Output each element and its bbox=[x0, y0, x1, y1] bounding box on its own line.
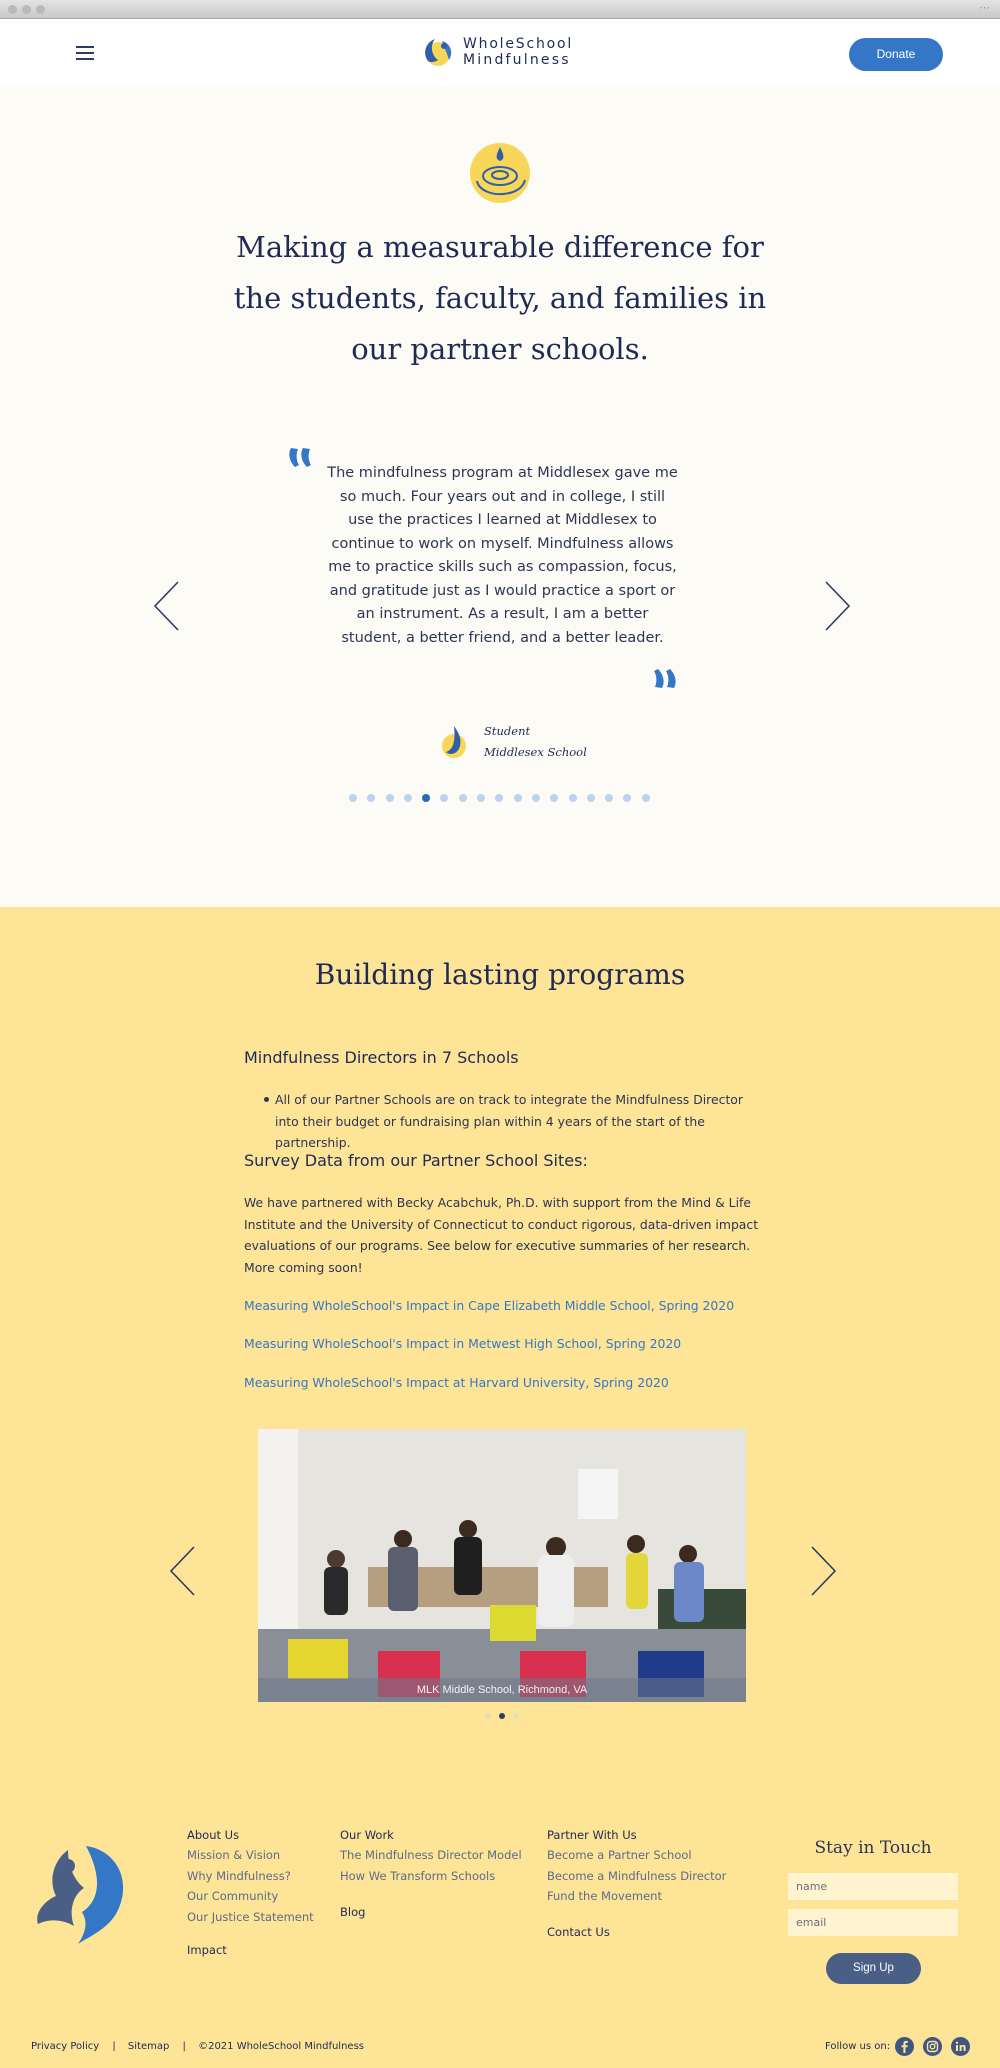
photo-dot[interactable] bbox=[485, 1713, 491, 1719]
footer-director-model-link[interactable]: The Mindfulness Director Model bbox=[340, 1848, 522, 1862]
testimonial-dot[interactable] bbox=[367, 794, 375, 802]
chevron-right-icon bbox=[808, 1545, 838, 1597]
testimonial-quote: The mindfulness program at Middlesex gave me so much. Four years out and in college, I still use the practices I learned at Middlesex to continue to work on myself. Mindfulness allows me to practice skills such as compassion, focus, and gratitude just as I would practice a sport or an instrument. As a result, I am a better student, a better friend, and a better leader. bbox=[327, 465, 678, 646]
menu-icon[interactable] bbox=[76, 46, 94, 60]
testimonial-dot[interactable] bbox=[404, 794, 412, 802]
testimonial-author-role: Student bbox=[484, 724, 531, 738]
testimonial-dot[interactable] bbox=[349, 794, 357, 802]
footer-transform-link[interactable]: How We Transform Schools bbox=[340, 1868, 496, 1883]
newsletter-name-input[interactable] bbox=[788, 1873, 958, 1900]
facebook-icon[interactable] bbox=[895, 2037, 914, 2056]
testimonial-prev-arrow[interactable] bbox=[152, 580, 182, 632]
close-quote-icon bbox=[651, 667, 677, 689]
open-quote-icon bbox=[288, 447, 314, 469]
hero-section bbox=[0, 87, 1000, 907]
students-stretching-photo bbox=[258, 1429, 746, 1702]
testimonial-dot[interactable] bbox=[550, 794, 558, 802]
testimonial-dot[interactable] bbox=[422, 794, 430, 802]
carousel-photo bbox=[258, 1429, 746, 1702]
testimonial-dot[interactable] bbox=[477, 794, 485, 802]
testimonial-next-arrow[interactable] bbox=[822, 580, 852, 632]
site-header bbox=[0, 19, 1000, 87]
instagram-icon[interactable] bbox=[923, 2037, 942, 2056]
survey-heading: Survey Data from our Partner School Sites: bbox=[244, 1151, 588, 1170]
window-close-dot[interactable] bbox=[8, 5, 17, 14]
footer-work-column bbox=[340, 1825, 522, 1922]
newsletter-email-input[interactable] bbox=[788, 1909, 958, 1936]
copyright-text: ©2021 WholeSchool Mindfulness bbox=[198, 2041, 364, 2052]
footer-contact-link[interactable]: Contact Us bbox=[547, 1924, 610, 1939]
window-more-icon: ⋯ bbox=[979, 2, 990, 14]
hero-headline: Making a measurable difference for the students, faculty, and families in our partner schools. bbox=[233, 230, 767, 366]
footer-about-heading[interactable]: About Us bbox=[187, 1828, 240, 1842]
section-wave-divider bbox=[0, 860, 1000, 910]
chevron-left-icon bbox=[152, 580, 182, 632]
testimonial-dot[interactable] bbox=[440, 794, 448, 802]
testimonial-dot[interactable] bbox=[514, 794, 522, 802]
photo-dot[interactable] bbox=[513, 1713, 519, 1719]
footer-about-column bbox=[187, 1825, 314, 1960]
footer-fund-link[interactable]: Fund the Movement bbox=[547, 1889, 662, 1903]
footer-why-mindfulness-link[interactable]: Why Mindfulness? bbox=[187, 1868, 291, 1883]
testimonial-pagination bbox=[349, 794, 650, 804]
testimonial-dot[interactable] bbox=[569, 794, 577, 802]
window-zoom-dot[interactable] bbox=[36, 5, 45, 14]
testimonial-dot[interactable] bbox=[495, 794, 503, 802]
testimonial-dot[interactable] bbox=[642, 794, 650, 802]
footer-separator: | bbox=[112, 2041, 116, 2052]
footer-community-link[interactable]: Our Community bbox=[187, 1889, 279, 1903]
photo-prev-arrow[interactable] bbox=[168, 1545, 198, 1597]
testimonial-dot[interactable] bbox=[587, 794, 595, 802]
signup-button[interactable]: Sign Up bbox=[826, 1953, 921, 1984]
footer-partner-column bbox=[547, 1825, 726, 1942]
follow-us-label: Follow us on: bbox=[825, 2041, 891, 2052]
photo-pagination bbox=[485, 1713, 519, 1719]
footer-partner-heading[interactable]: Partner With Us bbox=[547, 1828, 637, 1842]
footer-mission-link[interactable]: Mission & Vision bbox=[187, 1848, 281, 1862]
testimonial-dot[interactable] bbox=[605, 794, 613, 802]
donate-button[interactable]: Donate bbox=[849, 38, 943, 71]
photo-dot[interactable] bbox=[499, 1713, 505, 1719]
testimonial-dot[interactable] bbox=[459, 794, 467, 802]
testimonial-author-school: Middlesex School bbox=[484, 745, 587, 759]
photo-caption: MLK Middle School, Richmond, VA bbox=[258, 1678, 746, 1702]
logo-line2: Mindfulness bbox=[463, 52, 571, 68]
student-avatar-icon bbox=[440, 722, 470, 762]
logo-line1: WholeSchool bbox=[463, 36, 574, 52]
survey-text: We have partnered with Becky Acabchuk, Ph.D. with support from the Mind & Life Institute and the University of Connecticut to conduct rigorous, data-driven impact evaluations of our programs. See below for executive summaries of her research. More coming soon! bbox=[244, 1195, 759, 1275]
testimonial-dot[interactable] bbox=[532, 794, 540, 802]
directors-heading: Mindfulness Directors in 7 Schools bbox=[244, 1048, 519, 1067]
window-minimize-dot[interactable] bbox=[22, 5, 31, 14]
footer-impact-link[interactable]: Impact bbox=[187, 1943, 227, 1957]
footer-work-heading[interactable]: Our Work bbox=[340, 1828, 394, 1842]
footer-become-director-link[interactable]: Become a Mindfulness Director bbox=[547, 1868, 727, 1883]
linkedin-icon[interactable] bbox=[951, 2037, 970, 2056]
chevron-right-icon bbox=[822, 580, 852, 632]
footer-logo-icon[interactable] bbox=[28, 1840, 138, 1950]
logo-mark-icon bbox=[420, 33, 460, 71]
newsletter-title: Stay in Touch bbox=[814, 1838, 932, 1858]
footer-partner-school-link[interactable]: Become a Partner School bbox=[547, 1848, 692, 1862]
testimonial-dot[interactable] bbox=[386, 794, 394, 802]
programs-title: Building lasting programs bbox=[314, 958, 686, 991]
footer-blog-link[interactable]: Blog bbox=[340, 1905, 366, 1919]
privacy-policy-link[interactable]: Privacy Policy bbox=[31, 2041, 100, 2052]
chevron-left-icon bbox=[168, 1545, 198, 1597]
logo-wordmark bbox=[463, 36, 573, 68]
footer-separator: | bbox=[182, 2041, 186, 2052]
footer-justice-link[interactable]: Our Justice Statement bbox=[187, 1909, 314, 1924]
testimonial-dot[interactable] bbox=[623, 794, 631, 802]
testimonial-attribution bbox=[484, 721, 587, 763]
photo-next-arrow[interactable] bbox=[808, 1545, 838, 1597]
report-link-cape-elizabeth[interactable]: Measuring WholeSchool's Impact in Cape Elizabeth Middle School, Spring 2020 bbox=[244, 1298, 735, 1313]
window-titlebar bbox=[0, 0, 1000, 19]
site-logo[interactable] bbox=[420, 33, 590, 73]
sitemap-link[interactable]: Sitemap bbox=[127, 2041, 170, 2052]
report-link-harvard[interactable]: Measuring WholeSchool's Impact at Harvard University, Spring 2020 bbox=[244, 1375, 669, 1390]
report-link-metwest[interactable]: Measuring WholeSchool's Impact in Metwest High School, Spring 2020 bbox=[244, 1336, 682, 1351]
ripple-drop-icon bbox=[465, 139, 535, 205]
directors-bullet: All of our Partner Schools are on track to integrate the Mindfulness Director into their budget or fundraising plan within 4 years of the start of the partnership. bbox=[264, 1089, 754, 1154]
footer-bottom-bar bbox=[31, 2041, 373, 2052]
